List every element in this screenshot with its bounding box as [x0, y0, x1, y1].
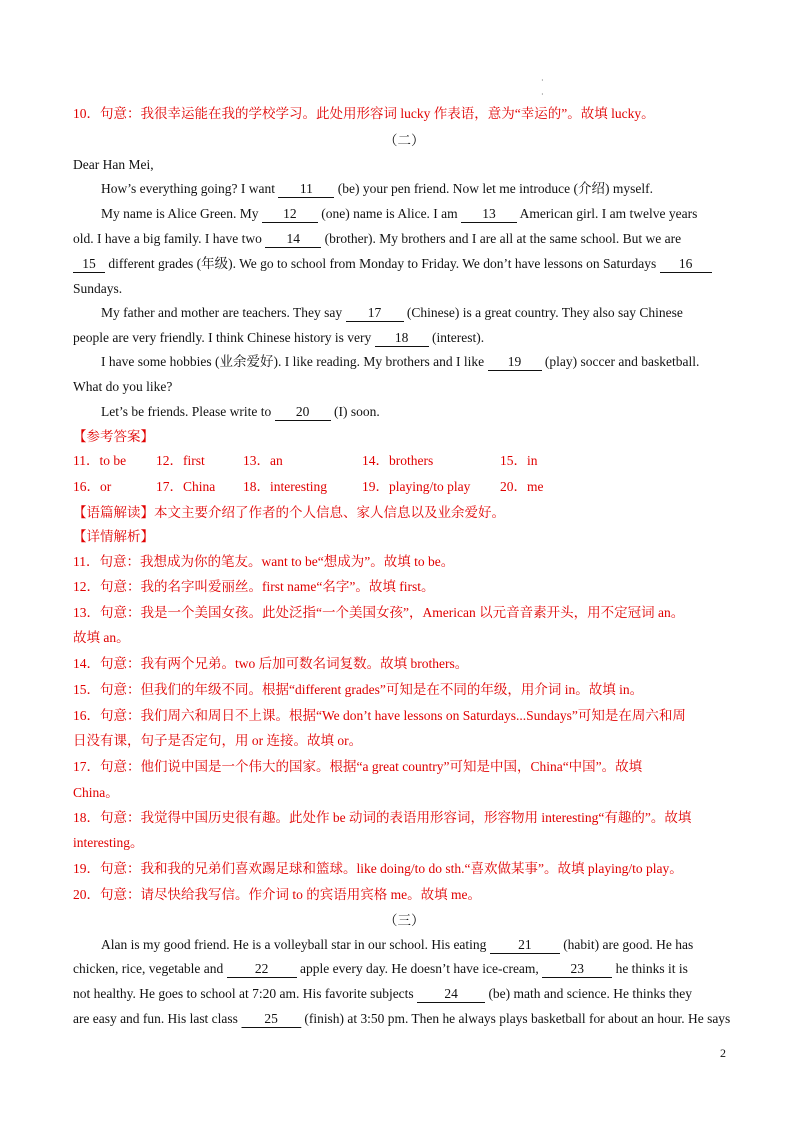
explanation-line: 13．句意：我是一个美国女孩。此处泛指“一个美国女孩”，American 以元音音素开头，用不定冠词 an。 — [73, 605, 685, 620]
blank-18[interactable]: 18 — [375, 330, 429, 347]
text: he thinks it is — [612, 961, 688, 976]
explanation-line: interesting。 — [73, 835, 144, 850]
answer-item: 19．playing/to play — [362, 479, 471, 494]
page-number: 2 — [720, 1046, 726, 1060]
passage-line — [101, 936, 693, 954]
blank-21[interactable]: 21 — [490, 937, 560, 954]
answer-item: 20．me — [500, 479, 544, 494]
passage-line — [73, 329, 484, 347]
blank-12[interactable]: 12 — [262, 206, 318, 223]
passage-summary: 【语篇解读】本文主要介绍了作者的个人信息、家人信息以及业余爱好。 — [73, 505, 505, 520]
answer-item: 18．interesting — [243, 479, 327, 494]
blank-24[interactable]: 24 — [417, 986, 485, 1003]
answer-item: 12．first — [156, 453, 205, 468]
text: Let’s be friends. Please write to — [101, 404, 275, 419]
text: not healthy. He goes to school at 7:20 am. His favorite subjects — [73, 986, 418, 1001]
section-title-2: （二） — [384, 133, 425, 148]
text: I have some hobbies (业余爱好). I like reading. My brothers and I like — [101, 354, 488, 369]
answer-item: 14．brothers — [362, 453, 434, 468]
passage-line — [101, 403, 380, 421]
blank-23[interactable]: 23 — [542, 961, 612, 978]
explanation-line: 20．句意：请尽快给我写信。作介词 to 的宾语用宾格 me。故填 me。 — [73, 887, 481, 902]
header-mark: · — [541, 76, 544, 85]
blank-19[interactable]: 19 — [488, 354, 542, 371]
text: My father and mother are teachers. They say — [101, 305, 346, 320]
blank-22[interactable]: 22 — [227, 961, 297, 978]
blank-13[interactable]: 13 — [461, 206, 517, 223]
text: My name is Alice Green. My — [101, 206, 262, 221]
explanation-10: 10．句意：我很幸运能在我的学校学习。此处用形容词 lucky 作表语，意为“幸运的”。故填 lucky。 — [73, 106, 655, 121]
passage-line — [73, 255, 712, 273]
blank-25[interactable]: 25 — [241, 1011, 301, 1028]
text: different grades (年级). We go to school from Monday to Friday. We don’t have lessons on Saturdays — [105, 256, 660, 271]
text: American girl. I am twelve years — [517, 206, 698, 221]
explanation-line: 18．句意：我觉得中国历史很有趣。此处作 be 动词的表语用形容词，形容物用 interesting“有趣的”。故填 — [73, 810, 692, 825]
explanation-line: 17．句意：他们说中国是一个伟大的国家。根据“a great country”可知是中国，China“中国”。故填 — [73, 759, 643, 774]
explanation-line: 16．句意：我们周六和周日不上课。根据“We don’t have lessons on Saturdays...Sundays”可知是在周六和周 — [73, 708, 686, 723]
passage-line — [73, 960, 688, 978]
text: (be) your pen friend. Now let me introduce (介绍) myself. — [334, 181, 653, 196]
text: (habit) are good. He has — [559, 937, 694, 952]
blank-20[interactable]: 20 — [275, 404, 331, 421]
passage-line: What do you like? — [73, 379, 173, 394]
answer-heading: 【参考答案】 — [73, 429, 154, 444]
passage-line — [101, 353, 699, 371]
header-mark: · — [541, 90, 544, 99]
text: people are very friendly. I think Chinese history is very — [73, 330, 375, 345]
text: (play) soccer and basketball. — [541, 354, 700, 369]
text: Alan is my good friend. He is a volleyball star in our school. His eating — [101, 937, 490, 952]
explanation-line: 11．句意：我想成为你的笔友。want to be“想成为”。故填 to be。 — [73, 554, 455, 569]
passage-line — [101, 304, 683, 322]
answer-item: 11．to be — [73, 453, 127, 468]
blank-16[interactable]: 16 — [660, 256, 712, 273]
text: (brother). My brothers and I are all at the same school. But we are — [321, 231, 682, 246]
passage-line — [73, 985, 692, 1003]
passage-line — [101, 180, 653, 198]
blank-15[interactable]: 15 — [73, 256, 105, 273]
text: (I) soon. — [330, 404, 380, 419]
explanation-line: 14．句意：我有两个兄弟。two 后加可数名词复数。故填 brothers。 — [73, 656, 469, 671]
passage-line — [73, 1010, 730, 1028]
text: old. I have a big family. I have two — [73, 231, 266, 246]
text: (one) name is Alice. I am — [317, 206, 462, 221]
explanation-line: 19．句意：我和我的兄弟们喜欢踢足球和篮球。like doing/to do sth.“喜欢做某事”。故填 playing/to play。 — [73, 861, 683, 876]
passage-line — [73, 230, 681, 248]
answer-item: 17．China — [156, 479, 216, 494]
explanation-line: 故填 an。 — [73, 630, 130, 645]
text: (finish) at 3:50 pm. Then he always plays basketball for about an hour. He says — [301, 1011, 731, 1026]
letter-greeting: Dear Han Mei, — [73, 157, 154, 172]
explanation-line: 日没有课，句子是否定句，用 or 连接。故填 or。 — [73, 733, 363, 748]
explanation-line: 15．句意：但我们的年级不同。根据“different grades”可知是在不同的年级，用介词 in。故填 in。 — [73, 682, 644, 697]
explanation-line: China。 — [73, 785, 119, 800]
answer-item: 15．in — [500, 453, 538, 468]
passage-line — [101, 205, 697, 223]
blank-11[interactable]: 11 — [278, 181, 334, 198]
answer-item: 16．or — [73, 479, 112, 494]
explanation-line: 12．句意：我的名字叫爱丽丝。first name“名字”。故填 first。 — [73, 579, 435, 594]
text: How’s everything going? I want — [101, 181, 279, 196]
text: chicken, rice, vegetable and — [73, 961, 227, 976]
text: (interest). — [428, 330, 485, 345]
blank-17[interactable]: 17 — [346, 305, 404, 322]
detail-heading: 【详情解析】 — [73, 529, 154, 544]
text: (be) math and science. He thinks they — [485, 986, 692, 1001]
answer-item: 13．an — [243, 453, 283, 468]
text: are easy and fun. His last class — [73, 1011, 242, 1026]
section-title-3: （三） — [384, 913, 425, 928]
passage-line: Sundays. — [73, 281, 123, 296]
text: apple every day. He doesn’t have ice-cream, — [296, 961, 543, 976]
text: (Chinese) is a great country. They also say Chinese — [403, 305, 683, 320]
blank-14[interactable]: 14 — [265, 231, 321, 248]
